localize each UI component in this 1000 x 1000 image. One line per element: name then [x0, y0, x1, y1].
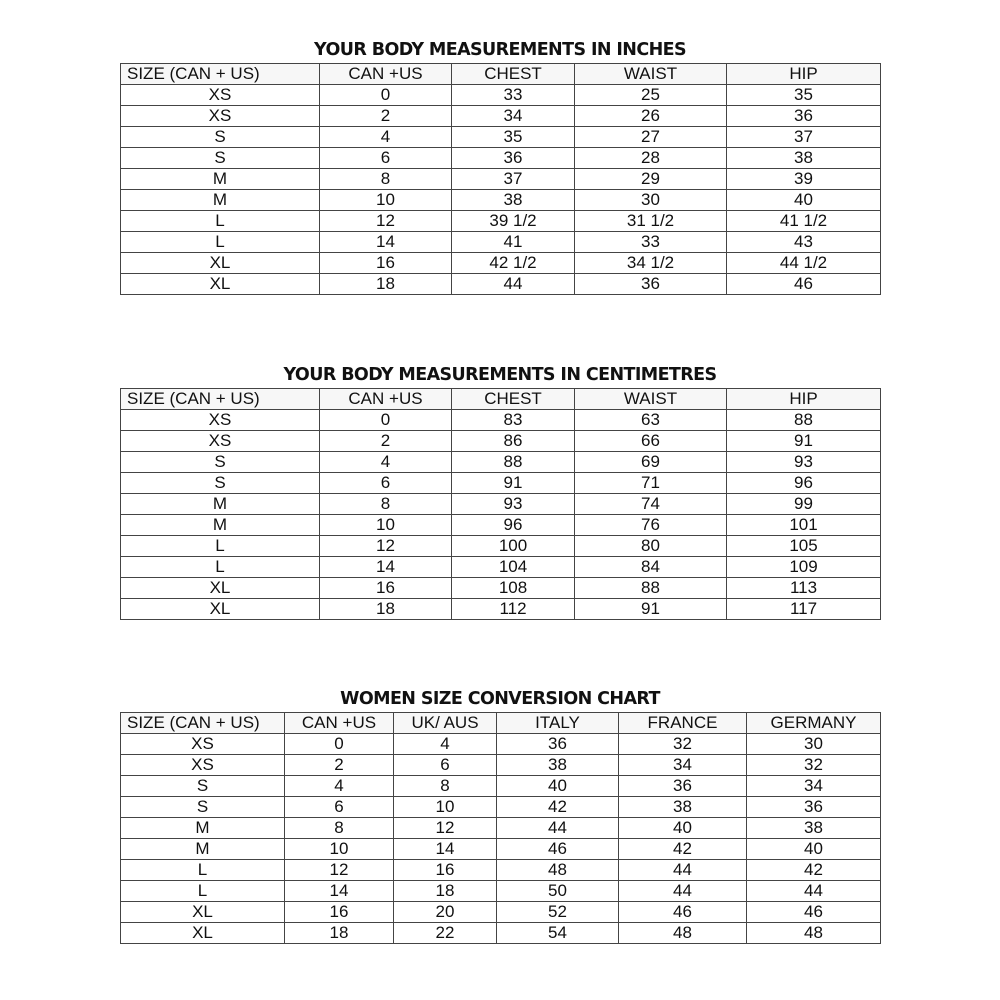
header-row: [121, 64, 881, 85]
table-cell: XS: [121, 734, 285, 755]
column-header: SIZE (CAN + US): [121, 389, 320, 410]
table-cell: XS: [121, 85, 320, 106]
table-cell: 8: [394, 776, 497, 797]
table-cell: 93: [452, 494, 575, 515]
table-cell: 43: [727, 232, 881, 253]
table-row: [121, 473, 881, 494]
table-cell: 2: [285, 755, 394, 776]
table-cell: 32: [619, 734, 747, 755]
table-row: [121, 127, 881, 148]
table-cell: L: [121, 881, 285, 902]
table-cell: 35: [727, 85, 881, 106]
table-cell: XL: [121, 599, 320, 620]
table-cell: 99: [727, 494, 881, 515]
table-cell: S: [121, 127, 320, 148]
table-cell: 10: [285, 839, 394, 860]
table-row: [121, 797, 881, 818]
table-row: [121, 85, 881, 106]
column-header: ITALY: [497, 713, 619, 734]
table-cell: 6: [320, 473, 452, 494]
table-cell: 41 1/2: [727, 211, 881, 232]
inches-measurements-table: [120, 63, 881, 295]
table-cell: 25: [575, 85, 727, 106]
table-cell: 22: [394, 923, 497, 944]
table-cell: 52: [497, 902, 619, 923]
table-cell: 54: [497, 923, 619, 944]
table-cell: 0: [285, 734, 394, 755]
column-header: FRANCE: [619, 713, 747, 734]
table-cell: 4: [285, 776, 394, 797]
table-cell: 100: [452, 536, 575, 557]
column-header: UK/ AUS: [394, 713, 497, 734]
table-cell: XL: [121, 578, 320, 599]
table-cell: 101: [727, 515, 881, 536]
table-row: [121, 860, 881, 881]
table-row: [121, 776, 881, 797]
table-row: [121, 190, 881, 211]
table-cell: L: [121, 860, 285, 881]
table-cell: 93: [727, 452, 881, 473]
table-cell: XL: [121, 274, 320, 295]
table-cell: 16: [285, 902, 394, 923]
inches-measurements-section: [120, 37, 880, 295]
header-row: [121, 389, 881, 410]
table-cell: L: [121, 211, 320, 232]
table-cell: 33: [452, 85, 575, 106]
table-cell: 36: [497, 734, 619, 755]
table-cell: M: [121, 494, 320, 515]
centimetres-measurements-table: [120, 388, 881, 620]
table-cell: 37: [452, 169, 575, 190]
table-cell: 41: [452, 232, 575, 253]
table-cell: 105: [727, 536, 881, 557]
table-cell: 44: [497, 818, 619, 839]
table-cell: 31 1/2: [575, 211, 727, 232]
table-cell: 16: [394, 860, 497, 881]
table-cell: 2: [320, 106, 452, 127]
table-cell: 29: [575, 169, 727, 190]
table-cell: XS: [121, 431, 320, 452]
table-cell: 42: [619, 839, 747, 860]
table-cell: 96: [452, 515, 575, 536]
table-row: [121, 902, 881, 923]
table-cell: 36: [575, 274, 727, 295]
table-cell: 0: [320, 410, 452, 431]
table-cell: 18: [394, 881, 497, 902]
table-cell: 96: [727, 473, 881, 494]
table-row: [121, 232, 881, 253]
table-cell: 46: [497, 839, 619, 860]
column-header: CAN +US: [320, 64, 452, 85]
table-row: [121, 515, 881, 536]
table-cell: 108: [452, 578, 575, 599]
header-row: [121, 713, 881, 734]
table-cell: XS: [121, 410, 320, 431]
table-cell: 12: [320, 211, 452, 232]
table-cell: 38: [747, 818, 881, 839]
table-cell: 26: [575, 106, 727, 127]
table-cell: 88: [727, 410, 881, 431]
table-row: [121, 818, 881, 839]
table-row: [121, 106, 881, 127]
conversion-chart-title: WOMEN SIZE CONVERSION CHART: [340, 689, 660, 709]
table-cell: XL: [121, 923, 285, 944]
table-cell: 69: [575, 452, 727, 473]
table-cell: 66: [575, 431, 727, 452]
table-row: [121, 410, 881, 431]
table-cell: 39: [727, 169, 881, 190]
table-row: [121, 452, 881, 473]
women-size-conversion-section: [120, 686, 880, 944]
table-cell: 88: [575, 578, 727, 599]
column-header: HIP: [727, 64, 881, 85]
table-cell: XL: [121, 902, 285, 923]
table-row: [121, 839, 881, 860]
table-cell: 42 1/2: [452, 253, 575, 274]
table-cell: 10: [394, 797, 497, 818]
table-cell: 14: [285, 881, 394, 902]
table-cell: 0: [320, 85, 452, 106]
table-cell: 16: [320, 253, 452, 274]
column-header: CAN +US: [285, 713, 394, 734]
table-row: [121, 734, 881, 755]
table-cell: 86: [452, 431, 575, 452]
table-cell: 88: [452, 452, 575, 473]
table-row: [121, 494, 881, 515]
inches-table-title: YOUR BODY MEASUREMENTS IN INCHES: [314, 40, 686, 60]
table-cell: XL: [121, 253, 320, 274]
table-cell: 10: [320, 515, 452, 536]
table-cell: 112: [452, 599, 575, 620]
table-cell: 33: [575, 232, 727, 253]
column-header: WAIST: [575, 389, 727, 410]
table-cell: 74: [575, 494, 727, 515]
table-cell: S: [121, 473, 320, 494]
column-header: CHEST: [452, 64, 575, 85]
column-header: CAN +US: [320, 389, 452, 410]
table-cell: M: [121, 190, 320, 211]
table-cell: 71: [575, 473, 727, 494]
table-row: [121, 599, 881, 620]
table-cell: 6: [320, 148, 452, 169]
table-cell: 46: [619, 902, 747, 923]
table-row: [121, 881, 881, 902]
table-row: [121, 557, 881, 578]
table-cell: L: [121, 536, 320, 557]
table-cell: 42: [497, 797, 619, 818]
table-cell: 44 1/2: [727, 253, 881, 274]
table-cell: 37: [727, 127, 881, 148]
column-header: SIZE (CAN + US): [121, 713, 285, 734]
table-cell: 36: [619, 776, 747, 797]
table-cell: 91: [727, 431, 881, 452]
table-row: [121, 923, 881, 944]
table-cell: 38: [452, 190, 575, 211]
table-cell: 39 1/2: [452, 211, 575, 232]
table-cell: 18: [320, 274, 452, 295]
column-header: CHEST: [452, 389, 575, 410]
table-cell: L: [121, 232, 320, 253]
column-header: GERMANY: [747, 713, 881, 734]
table-cell: 16: [320, 578, 452, 599]
centimetres-table-title: YOUR BODY MEASUREMENTS IN CENTIMETRES: [283, 365, 717, 385]
table-cell: 4: [320, 127, 452, 148]
table-cell: 14: [320, 232, 452, 253]
table-cell: 48: [747, 923, 881, 944]
table-cell: 18: [285, 923, 394, 944]
table-cell: 2: [320, 431, 452, 452]
table-cell: 32: [747, 755, 881, 776]
table-cell: 48: [497, 860, 619, 881]
table-cell: 44: [619, 881, 747, 902]
table-row: [121, 578, 881, 599]
table-cell: S: [121, 776, 285, 797]
table-cell: 35: [452, 127, 575, 148]
table-row: [121, 148, 881, 169]
table-row: [121, 253, 881, 274]
table-row: [121, 536, 881, 557]
table-cell: 34 1/2: [575, 253, 727, 274]
table-cell: 46: [727, 274, 881, 295]
table-cell: 27: [575, 127, 727, 148]
table-cell: M: [121, 515, 320, 536]
table-cell: 50: [497, 881, 619, 902]
table-cell: 12: [285, 860, 394, 881]
table-cell: S: [121, 797, 285, 818]
table-cell: 46: [747, 902, 881, 923]
table-cell: 4: [394, 734, 497, 755]
table-cell: 91: [452, 473, 575, 494]
table-cell: 18: [320, 599, 452, 620]
table-cell: 12: [394, 818, 497, 839]
table-cell: 14: [320, 557, 452, 578]
table-cell: 8: [320, 494, 452, 515]
column-header: SIZE (CAN + US): [121, 64, 320, 85]
table-cell: 12: [320, 536, 452, 557]
table-cell: 36: [747, 797, 881, 818]
table-cell: 10: [320, 190, 452, 211]
table-cell: 20: [394, 902, 497, 923]
table-row: [121, 169, 881, 190]
table-cell: M: [121, 818, 285, 839]
table-cell: 30: [575, 190, 727, 211]
table-cell: 14: [394, 839, 497, 860]
table-row: [121, 431, 881, 452]
table-cell: 6: [285, 797, 394, 818]
table-cell: 40: [727, 190, 881, 211]
table-cell: M: [121, 169, 320, 190]
table-cell: 44: [619, 860, 747, 881]
table-cell: 6: [394, 755, 497, 776]
column-header: WAIST: [575, 64, 727, 85]
table-cell: L: [121, 557, 320, 578]
table-cell: S: [121, 452, 320, 473]
table-cell: 42: [747, 860, 881, 881]
table-cell: 117: [727, 599, 881, 620]
table-cell: 40: [497, 776, 619, 797]
table-cell: 8: [320, 169, 452, 190]
table-cell: 44: [452, 274, 575, 295]
table-cell: 36: [727, 106, 881, 127]
table-cell: 84: [575, 557, 727, 578]
table-row: [121, 211, 881, 232]
table-cell: 44: [747, 881, 881, 902]
table-cell: 104: [452, 557, 575, 578]
table-cell: M: [121, 839, 285, 860]
table-cell: XS: [121, 106, 320, 127]
table-cell: 38: [619, 797, 747, 818]
table-cell: 40: [747, 839, 881, 860]
table-cell: 8: [285, 818, 394, 839]
women-size-conversion-table: [120, 712, 881, 944]
table-cell: XS: [121, 755, 285, 776]
table-cell: 38: [727, 148, 881, 169]
table-cell: S: [121, 148, 320, 169]
centimetres-measurements-section: [120, 362, 880, 620]
table-cell: 34: [747, 776, 881, 797]
table-cell: 36: [452, 148, 575, 169]
table-cell: 34: [619, 755, 747, 776]
table-cell: 34: [452, 106, 575, 127]
table-cell: 48: [619, 923, 747, 944]
table-cell: 38: [497, 755, 619, 776]
table-cell: 83: [452, 410, 575, 431]
table-cell: 113: [727, 578, 881, 599]
table-cell: 63: [575, 410, 727, 431]
table-cell: 28: [575, 148, 727, 169]
table-cell: 4: [320, 452, 452, 473]
table-cell: 76: [575, 515, 727, 536]
table-row: [121, 755, 881, 776]
table-cell: 40: [619, 818, 747, 839]
table-cell: 80: [575, 536, 727, 557]
table-row: [121, 274, 881, 295]
table-cell: 91: [575, 599, 727, 620]
table-cell: 30: [747, 734, 881, 755]
table-cell: 109: [727, 557, 881, 578]
column-header: HIP: [727, 389, 881, 410]
